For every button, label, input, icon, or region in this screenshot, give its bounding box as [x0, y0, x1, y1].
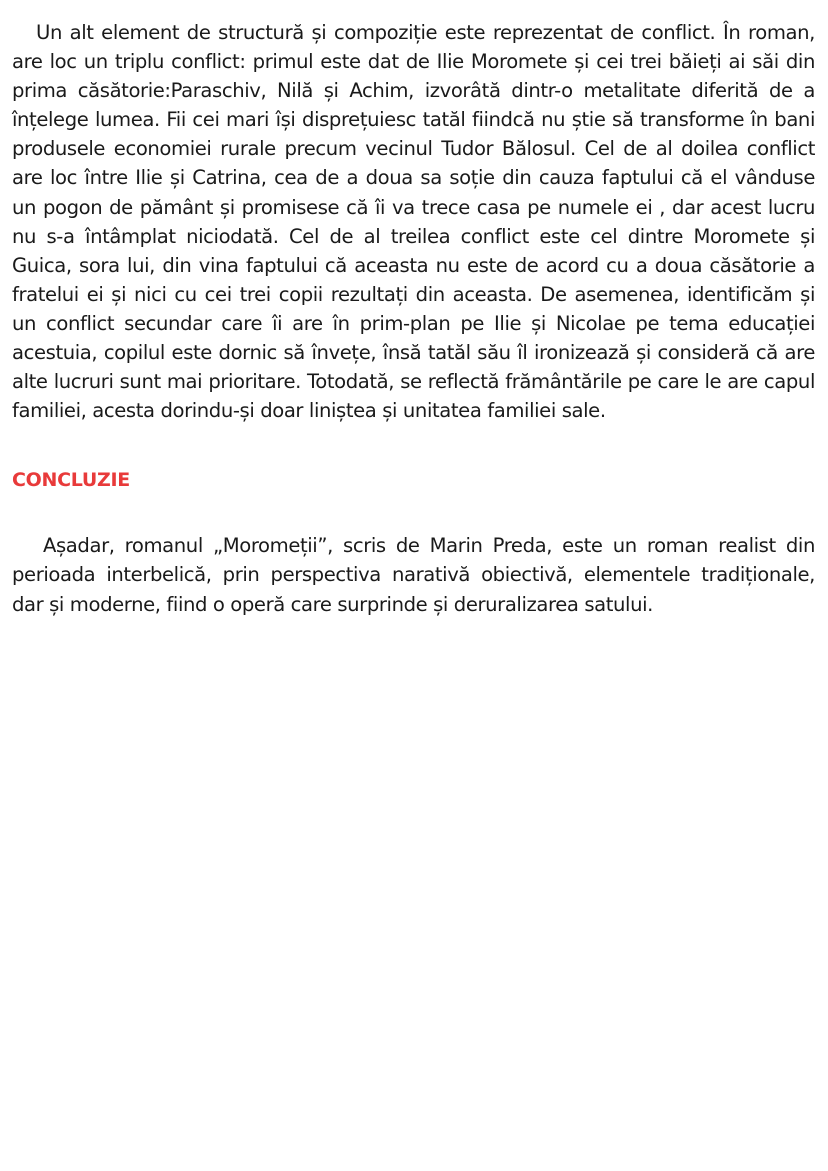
document-page	[12, 18, 815, 619]
body-paragraph-conflict: Un alt element de structură și compoziție este reprezentat de conflict. În roman, are loc un triplu conflict: primul este dat de Ilie Moromete și cei trei băieți ai săi din prima căsătorie:Paraschiv, Nilă și Achim, izvorâtă dintr-o metalitate diferită de a înțelege lumea. Fii cei mari își disprețuiesc tatăl fiindcă nu știe să transforme în bani produsele economiei rurale precum vecinul Tudor Bălosul. Cel de al doilea conflict are loc între Ilie și Catrina, cea de a doua sa soție din cauza faptului că el vânduse un pogon de pământ și promisese că îi va trece casa pe numele ei , dar acest lucru nu s-a întâmplat niciodată. Cel de al treilea conflict este cel dintre Moromete și Guica, sora lui, din vina faptului că aceasta nu este de acord cu a doua căsătorie a fratelui ei și nici cu cei trei copii rezultați din aceasta. De asemenea, identificăm și un conflict secundar care îi are în prim-plan pe Ilie și Nicolae pe tema educației acestuia, copilul este dornic să învețe, însă tatăl său îl ironizează și consideră că are alte lucruri sunt mai prioritare. Totodată, se reflectă frământările pe care le are capul familiei, acesta dorindu-și doar liniștea și unitatea familiei sale.	[12, 21, 815, 423]
body-paragraph-conclusion: Așadar, romanul „Moromeții”, scris de Marin Preda, este un roman realist din perioada interbelică, prin perspectiva narativă obiectivă, elementele tradiționale, dar și moderne, fiind o operă care surprinde și deruralizarea satului.	[12, 534, 815, 616]
section-heading-conclusion: CONCLUZIE	[12, 469, 130, 492]
